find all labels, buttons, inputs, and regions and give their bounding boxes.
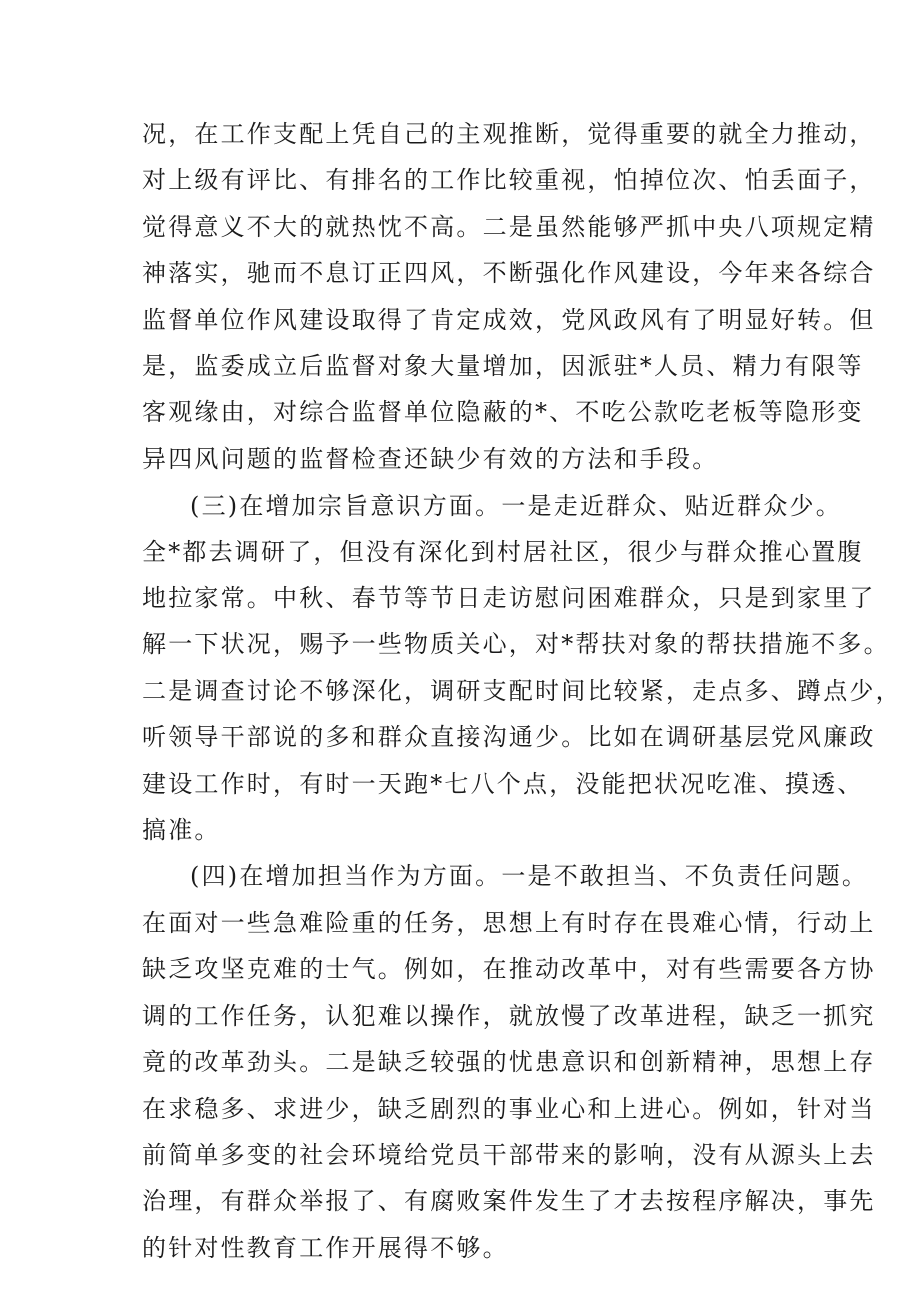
text-line: 竟的改革劲头。二是缺乏较强的忧患意识和创新精神，思想上存: [142, 1048, 876, 1076]
text-line: 前简单多变的社会环境给党员干部带来的影响，没有从源头上去: [142, 1141, 876, 1169]
text-line: 觉得意义不大的就热忱不高。二是虽然能够严抓中央八项规定精: [142, 213, 876, 241]
text-line: 地拉家常。中秋、春节等节日走访慰问困难群众，只是到家里了: [142, 584, 876, 612]
text-line: 全*都去调研了，但没有深化到村居社区，很少与群众推心置腹: [142, 538, 864, 566]
text-line: 缺乏攻坚克难的士气。例如，在推动改革中，对有些需要各方协: [142, 955, 876, 983]
text-line: 二是调查讨论不够深化，调研支配时间比较紧，走点多、蹲点少，: [142, 677, 902, 705]
section-heading-4: (四)在增加担当作为方面。一是不敢担当、不负责任问题。: [190, 862, 869, 890]
text-line: 在面对一些急难险重的任务，思想上有时存在畏难心情，行动上: [142, 909, 876, 937]
text-line: 客观缘由，对综合监督单位隐蔽的*、不吃公款吃老板等隐形变: [142, 398, 864, 426]
section-heading-3: (三)在增加宗旨意识方面。一是走近群众、贴近群众少。: [190, 492, 842, 520]
text-line: 监督单位作风建设取得了肯定成效，党风政风有了明显好转。但: [142, 306, 876, 334]
text-line: 治理，有群众举报了、有腐败案件发生了才去按程序解决，事先: [142, 1187, 876, 1215]
text-line: 况，在工作支配上凭自己的主观推断，觉得重要的就全力推动，: [142, 120, 876, 148]
text-line: 是，监委成立后监督对象大量增加，因派驻*人员、精力有限等: [142, 352, 864, 380]
text-line: 搞准。: [142, 816, 221, 844]
text-line: 调的工作任务，认犯难以操作，就放慢了改革进程，缺乏一抓究: [142, 1002, 876, 1030]
text-line: 解一下状况，赐予一些物质关心，对*帮扶对象的帮扶措施不多。: [142, 630, 890, 658]
text-line: 神落实，驰而不息订正四风，不断强化作风建设，今年来各综合: [142, 259, 876, 287]
text-line: 在求稳多、求进少，缺乏剧烈的事业心和上进心。例如，针对当: [142, 1095, 876, 1123]
text-line: 的针对性教育工作开展得不够。: [142, 1234, 509, 1262]
text-line: 听领导干部说的多和群众直接沟通少。比如在调研基层党风廉政: [142, 723, 876, 751]
text-line: 异四风问题的监督检查还缺少有效的方法和手段。: [142, 445, 719, 473]
text-line: 建设工作时，有时一天跑*七八个点，没能把状况吃准、摸透、: [142, 770, 864, 798]
text-line: 对上级有评比、有排名的工作比较重视，怕掉位次、怕丢面子，: [142, 166, 876, 194]
